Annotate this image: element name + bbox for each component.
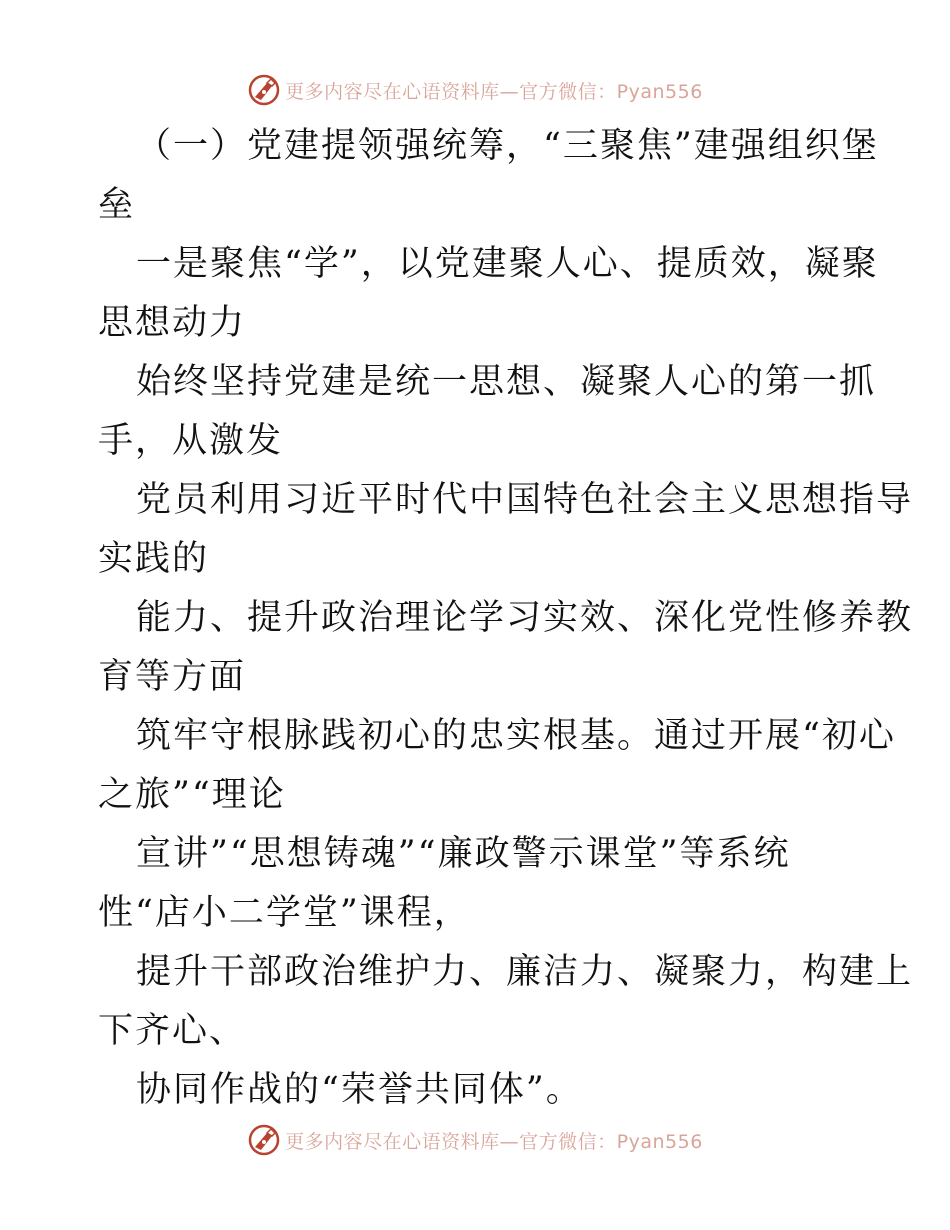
header-watermark [0, 70, 950, 110]
paragraph-line: （一）党建提领强统筹，“三聚焦”建强组织堡 [136, 126, 879, 166]
paragraph-line: 思想动力 [98, 303, 247, 343]
paragraph-line: 协同作战的“荣誉共同体”。 [136, 1070, 583, 1110]
document-body [98, 117, 914, 1120]
paragraph-line: 能力、提升政治理论学习实效、深化党性修养教 [136, 598, 914, 638]
paragraph-line: 之旅”“理论 [98, 775, 286, 815]
paragraph-line: 宣讲”“思想铸魂”“廉政警示课堂”等系统 [136, 834, 791, 874]
paragraph-line: 一是聚焦“学”，以党建聚人心、提质效，凝聚 [136, 244, 879, 284]
paragraph-line: 党员利用习近平时代中国特色社会主义思想指导 [136, 480, 914, 520]
paragraph-line: 提升干部政治维护力、廉洁力、凝聚力，构建上 [136, 952, 914, 992]
paragraph-line: 始终坚持党建是统一思想、凝聚人心的第一抓 [136, 362, 877, 402]
paragraph-line: 实践的 [98, 539, 210, 579]
paragraph-line: 手，从激发 [98, 421, 284, 461]
footer-watermark [0, 1120, 950, 1160]
paragraph-line: 育等方面 [98, 657, 247, 697]
paragraph-line: 筑牢守根脉践初心的忠实根基。通过开展“初心 [136, 716, 896, 756]
paragraph-line: 垒 [98, 185, 136, 225]
pen-nib-logo-icon [247, 1123, 281, 1157]
paragraph-line: 下齐心、 [98, 1011, 247, 1051]
header-watermark-text: 更多内容尽在心语资料库—官方微信：Pyan556 [285, 80, 703, 103]
pen-nib-logo-icon [247, 73, 281, 107]
paragraph-line: 性“店小二学堂”课程， [98, 893, 471, 933]
footer-watermark-text: 更多内容尽在心语资料库—官方微信：Pyan556 [285, 1130, 703, 1153]
